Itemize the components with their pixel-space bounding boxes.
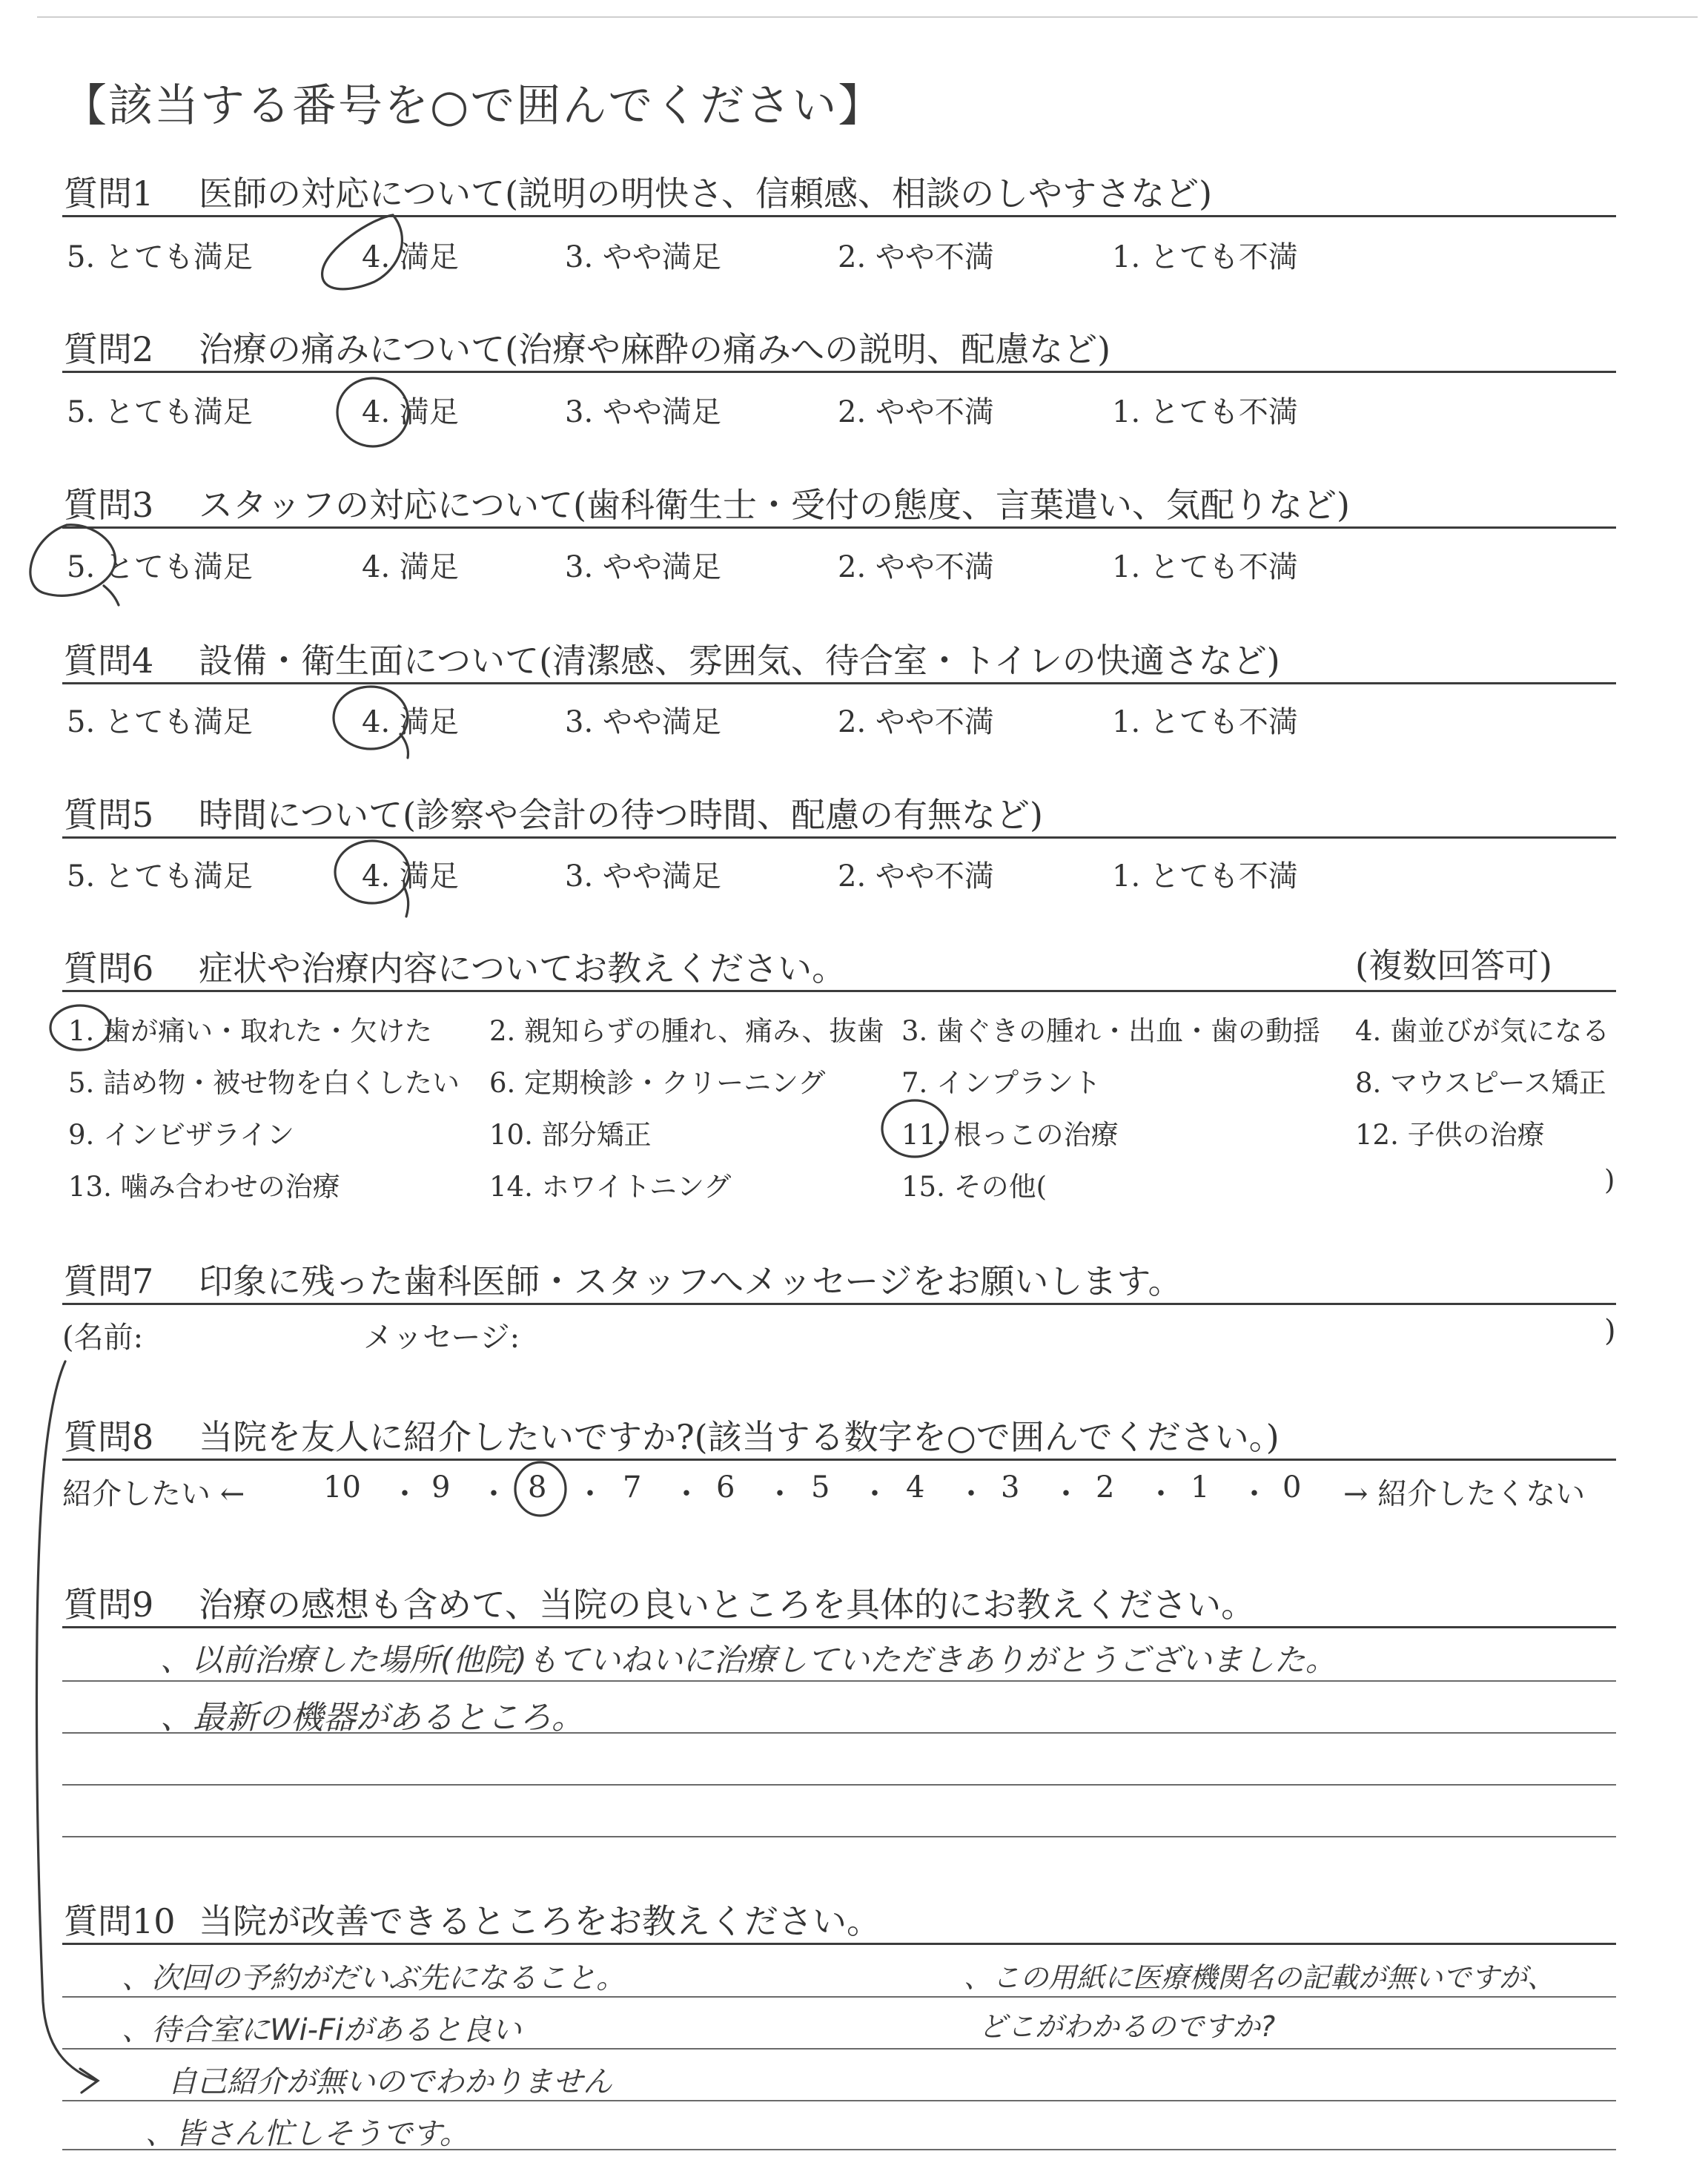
q5-option-2[interactable]: 2. やや不満 xyxy=(838,859,994,894)
q8-scale-dot: ・ xyxy=(860,1477,890,1511)
q2-option-1[interactable]: 1. とても不満 xyxy=(1112,395,1298,429)
q10-rule xyxy=(62,1943,1616,1945)
q6-option-10[interactable]: 10. 部分矯正 xyxy=(489,1119,652,1151)
q5-option-4[interactable]: 4. 満足 xyxy=(362,859,459,894)
q7-name-label: (名前: xyxy=(62,1321,144,1355)
q1-option-1[interactable]: 1. とても不満 xyxy=(1112,240,1298,274)
q10-answer-1[interactable]: 、次回の予約がだいぶ先になること。 xyxy=(122,1961,626,1995)
q6-text: 症状や治療内容についてお教えください。 xyxy=(199,948,847,988)
q8-scale-6[interactable]: 6 xyxy=(716,1470,735,1505)
q6-other-close: ) xyxy=(1604,1164,1615,1196)
q3-label: 質問3 xyxy=(64,485,154,525)
q6-option-11[interactable]: 11. 根っこの治療 xyxy=(901,1119,1119,1151)
q4-label: 質問4 xyxy=(64,641,154,681)
q2-option-2[interactable]: 2. やや不満 xyxy=(838,395,994,429)
q6-option-5[interactable]: 5. 詰め物・被せ物を白くしたい xyxy=(68,1067,460,1099)
q8-scale-8[interactable]: 8 xyxy=(528,1470,547,1505)
q6-option-1[interactable]: 1. 歯が痛い・取れた・欠けた xyxy=(68,1015,433,1047)
q6-label: 質問6 xyxy=(64,948,154,988)
q9-answer-2[interactable]: 、最新の機器があるところ。 xyxy=(160,1699,584,1737)
q6-note: (複数回答可) xyxy=(1355,945,1552,985)
q3-option-3[interactable]: 3. やや満足 xyxy=(565,550,721,584)
q6-option-12[interactable]: 12. 子供の治療 xyxy=(1355,1119,1545,1151)
q8-scale-1[interactable]: 1 xyxy=(1191,1470,1210,1505)
q7-close: ) xyxy=(1604,1314,1616,1348)
q6-option-6[interactable]: 6. 定期検診・クリーニング xyxy=(489,1067,826,1099)
q7-message-label: メッセージ: xyxy=(363,1321,520,1355)
q1-option-2[interactable]: 2. やや不満 xyxy=(838,240,994,274)
q2-text: 治療の痛みについて(治療や麻酔の痛みへの説明、配慮など) xyxy=(199,329,1111,369)
q2-option-3[interactable]: 3. やや満足 xyxy=(565,395,721,429)
q4-option-5[interactable]: 5. とても満足 xyxy=(67,705,253,739)
q8-left-label: 紹介したい ← xyxy=(62,1477,245,1511)
q8-scale-0[interactable]: 0 xyxy=(1282,1470,1302,1505)
q8-scale-4[interactable]: 4 xyxy=(906,1470,925,1505)
q6-option-7[interactable]: 7. インプラント xyxy=(901,1067,1102,1099)
q6-option-15[interactable]: 15. その他( xyxy=(901,1171,1047,1203)
top-rule xyxy=(37,16,1698,18)
q10-answer-right-2[interactable]: どこがわかるのですか? xyxy=(979,2010,1276,2043)
q8-scale-dot: ・ xyxy=(390,1477,420,1511)
q8-scale-2[interactable]: 2 xyxy=(1096,1470,1115,1505)
q6-option-3[interactable]: 3. 歯ぐきの腫れ・出血・歯の動揺 xyxy=(901,1015,1321,1047)
q7-rule xyxy=(62,1303,1616,1305)
q8-scale-dot: ・ xyxy=(1051,1477,1081,1511)
q3-option-5[interactable]: 5. とても満足 xyxy=(67,550,253,584)
q9-rule xyxy=(62,1626,1616,1628)
q1-label: 質問1 xyxy=(64,174,154,214)
q2-option-5[interactable]: 5. とても満足 xyxy=(67,395,253,429)
q1-rule xyxy=(62,215,1616,217)
q7-text: 印象に残った歯科医師・スタッフへメッセージをお願いします。 xyxy=(199,1261,1182,1301)
q1-text: 医師の対応について(説明の明快さ、信頼感、相談のしやすさなど) xyxy=(199,174,1213,214)
q10-answer-right-1[interactable]: 、この用紙に医療機関名の記載が無いですが、 xyxy=(964,1961,1556,1994)
q2-rule xyxy=(62,371,1616,373)
q4-option-3[interactable]: 3. やや満足 xyxy=(565,705,721,739)
q10-text: 当院が改善できるところをお教えください。 xyxy=(199,1901,881,1941)
q7-label: 質問7 xyxy=(64,1261,154,1301)
q10-answer-3[interactable]: 自己紹介が無いのでわかりません xyxy=(168,2065,612,2099)
q6-option-4[interactable]: 4. 歯並びが気になる xyxy=(1355,1015,1610,1047)
q5-text: 時間について(診察や会計の待つ時間、配慮の有無など) xyxy=(199,795,1043,835)
q6-option-2[interactable]: 2. 親知らずの腫れ、痛み、抜歯 xyxy=(489,1015,884,1047)
q5-option-5[interactable]: 5. とても満足 xyxy=(67,859,253,894)
q8-scale-9[interactable]: 9 xyxy=(431,1470,451,1505)
q9-text: 治療の感想も含めて、当院の良いところを具体的にお教えください。 xyxy=(199,1585,1256,1625)
q5-option-3[interactable]: 3. やや満足 xyxy=(565,859,721,894)
q4-text: 設備・衛生面について(清潔感、雰囲気、待合室・トイレの快適さなど) xyxy=(199,641,1280,681)
q6-option-8[interactable]: 8. マウスピース矯正 xyxy=(1355,1067,1606,1099)
q8-scale-7[interactable]: 7 xyxy=(623,1470,642,1505)
q8-scale-dot: ・ xyxy=(956,1477,986,1511)
q8-label: 質問8 xyxy=(64,1417,154,1457)
q9-answer-1[interactable]: 、以前治療した場所(他院)もていねいに治療していただきありがとうございました。 xyxy=(160,1642,1337,1678)
q3-option-1[interactable]: 1. とても不満 xyxy=(1112,550,1298,584)
instruction-heading: 【該当する番号を○で囲んでください】 xyxy=(62,80,884,132)
q9-answer-line xyxy=(62,1836,1616,1837)
q6-rule xyxy=(62,990,1616,992)
q3-option-2[interactable]: 2. やや不満 xyxy=(838,550,994,584)
q3-rule xyxy=(62,526,1616,529)
q8-scale-dot: ・ xyxy=(1146,1477,1176,1511)
q8-scale-dot: ・ xyxy=(1239,1477,1269,1511)
q8-right-label: → 紹介したくない xyxy=(1343,1477,1586,1511)
q5-label: 質問5 xyxy=(64,795,154,835)
q6-option-13[interactable]: 13. 噛み合わせの治療 xyxy=(68,1171,340,1203)
q3-text: スタッフの対応について(歯科衛生士・受付の態度、言葉遣い、気配りなど) xyxy=(199,485,1350,525)
q8-scale-dot: ・ xyxy=(672,1477,701,1511)
q6-option-9[interactable]: 9. インビザライン xyxy=(68,1119,294,1151)
q8-scale-3[interactable]: 3 xyxy=(1001,1470,1020,1505)
q6-option-14[interactable]: 14. ホワイトニング xyxy=(489,1171,732,1203)
q4-option-1[interactable]: 1. とても不満 xyxy=(1112,705,1298,739)
q5-rule xyxy=(62,836,1616,839)
q9-answer-line xyxy=(62,1784,1616,1786)
q8-rule xyxy=(62,1459,1616,1461)
q5-option-1[interactable]: 1. とても不満 xyxy=(1112,859,1298,894)
q10-answer-2[interactable]: 、待合室にWi-Fiがあると良い xyxy=(122,2013,522,2047)
q2-option-4[interactable]: 4. 満足 xyxy=(362,395,459,429)
q1-option-4[interactable]: 4. 満足 xyxy=(362,240,459,274)
q4-option-2[interactable]: 2. やや不満 xyxy=(838,705,994,739)
q8-scale-10[interactable]: 10 xyxy=(323,1470,361,1505)
q10-answer-4[interactable]: 、皆さん忙しそうです。 xyxy=(145,2117,469,2151)
q8-scale-dot: ・ xyxy=(479,1477,509,1511)
q1-option-5[interactable]: 5. とても満足 xyxy=(67,240,253,274)
q1-option-3[interactable]: 3. やや満足 xyxy=(565,240,721,274)
q2-label: 質問2 xyxy=(64,329,154,369)
q8-text: 当院を友人に紹介したいですか?(該当する数字を○で囲んでください。) xyxy=(199,1417,1280,1457)
q10-label: 質問10 xyxy=(64,1901,176,1941)
q8-scale-5[interactable]: 5 xyxy=(811,1470,830,1505)
q4-rule xyxy=(62,682,1616,684)
q8-scale-dot: ・ xyxy=(765,1477,795,1511)
q8-scale-dot: ・ xyxy=(575,1477,605,1511)
q9-answer-line xyxy=(62,1680,1616,1682)
q4-option-4[interactable]: 4. 満足 xyxy=(362,705,459,739)
q3-option-4[interactable]: 4. 満足 xyxy=(362,550,459,584)
q9-label: 質問9 xyxy=(64,1585,154,1625)
